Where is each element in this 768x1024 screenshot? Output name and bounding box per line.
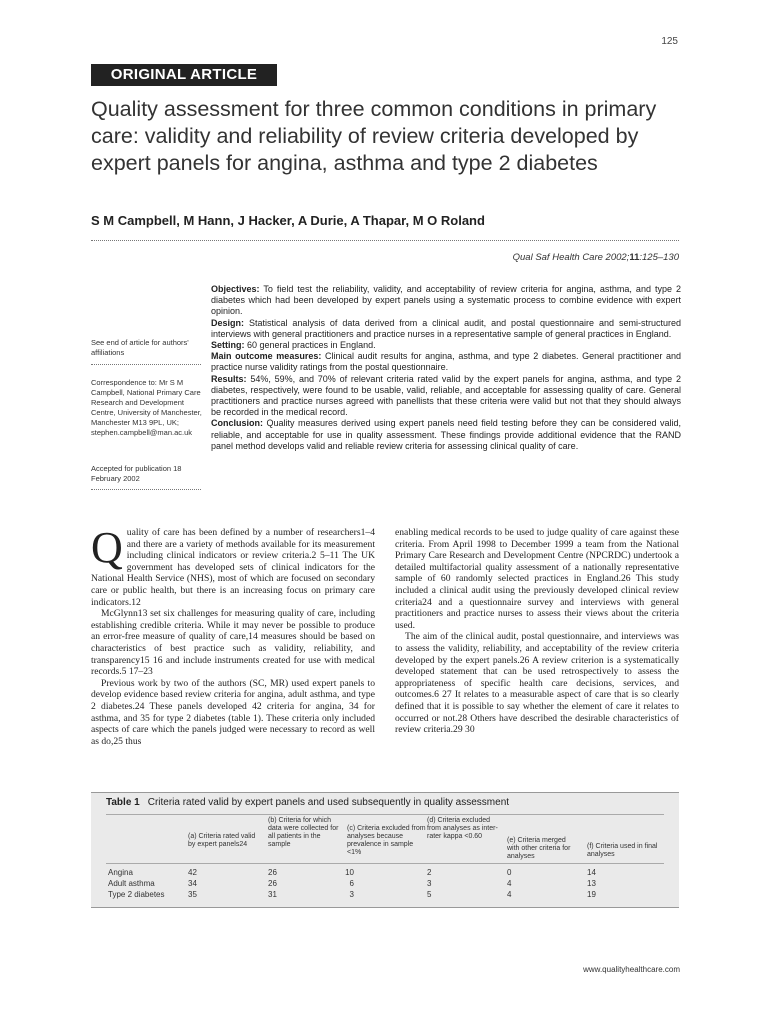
- table-caption: [106, 797, 509, 808]
- table-header-cell: (d) Criteria excluded from analyses as inter-rater kappa <0.60: [427, 817, 498, 840]
- table-cell: 4: [507, 890, 512, 899]
- abstract-label: Setting:: [211, 340, 245, 351]
- journal-pages: :125–130: [639, 252, 679, 263]
- journal-name: Qual Saf Health Care: [512, 252, 603, 263]
- abstract-text: 54%, 59%, and 70% of relevant criteria rated valid by the expert panels for angina, asthma, and type 2 diabetes, respectively, were found to be usable, valid, reliable, and acceptable for assessing quality of care. General practitioners and practice nurses agreed with panellists that these criteria were valid but not that they should always be recorded in the medical record.: [211, 373, 681, 418]
- abstract-label: Conclusion:: [211, 418, 263, 429]
- table-cell: 19: [587, 890, 596, 899]
- journal-citation: [400, 252, 679, 263]
- sidebar-divider: [91, 364, 201, 365]
- abstract: [211, 284, 681, 452]
- table-cell: 0: [507, 868, 512, 877]
- body-paragraph: uality of care has been defined by a number of researchers1–4 and there are a variety of methods available for its measurement including clinical indicators or review criteria.2 5–11 The UK government has developed sets of clinical indicators for the National Health Service (NHS), most of which are focused on secondary care or public health, but there is an increasing focus on primary care indicators.12: [91, 527, 375, 608]
- article-title: Quality assessment for three common conditions in primary care: validity and reliability of review criteria developed by expert panels for angina, asthma and type 2 diabetes: [91, 97, 657, 175]
- abstract-label: Main outcome measures:: [211, 351, 322, 362]
- sidebar-affiliations: See end of article for authors' affiliations: [91, 338, 189, 357]
- abstract-text: Statistical analysis of data derived from a clinical audit, and postal questionnaire and semi-structured interviews with general practitioners and practice nurses in a representative sample of general practices in England.: [211, 317, 681, 339]
- footer-url[interactable]: www.qualityhealthcare.com: [583, 965, 680, 974]
- table-rule: [106, 863, 664, 864]
- table-cell: 6: [349, 879, 354, 888]
- abstract-outcome-measures: [211, 351, 681, 373]
- table-header-cell: (b) Criteria for which data were collected for all patients in the sample: [268, 817, 339, 848]
- table-cell: 42: [188, 868, 197, 877]
- journal-year: 2002;: [605, 252, 630, 263]
- body-column-right: [395, 527, 679, 736]
- abstract-conclusion: [211, 418, 681, 452]
- abstract-label: Design:: [211, 317, 245, 328]
- table-row-label: Angina: [108, 868, 133, 877]
- table-cell: 4: [507, 879, 512, 888]
- table-cell: 2: [427, 868, 432, 877]
- table-cell: 34: [188, 879, 197, 888]
- abstract-text: To field test the reliability, validity, and acceptability of review criteria for angina, asthma, and type 2 diabetes which had been developed by expert panels using a systematic process to combine evidence with expert opinion.: [211, 284, 681, 317]
- abstract-label: Results:: [211, 373, 247, 384]
- body-paragraph: McGlynn13 set six challenges for measuring quality of care, including establishing credible criteria. While it may never be possible to produce an error-free measure of quality of care,14 measures should be based on characteristics of best practice such as validity, reliability, and transparency15 16 and include instruments created for use with medical records.5 17–23: [91, 608, 375, 678]
- table-cell: 14: [587, 868, 596, 877]
- abstract-text: Clinical audit results for angina, asthma, and type 2 diabetes. General practitioner and practice nurse validity ratings from the postal questionnaire.: [211, 351, 682, 373]
- drop-cap: Q: [91, 523, 123, 572]
- abstract-setting: [211, 340, 681, 351]
- table-cell: 10: [345, 868, 354, 877]
- table-cell: 3: [349, 890, 354, 899]
- table-label: Table 1: [106, 797, 140, 808]
- abstract-text: Quality measures derived using expert panels need field testing before they can be considered valid, reliable, and acceptable for use in quality assessment. These findings provide additional evidence that the RAND panel method develops valid and reliable review criteria for assessing clinical quality of care.: [211, 418, 681, 451]
- table-header-cell: (c) Criteria excluded from analyses because prevalence in sample <1%: [347, 825, 426, 856]
- abstract-design: [211, 318, 681, 340]
- table-row-label: Adult asthma: [108, 879, 155, 888]
- table-cell: 31: [268, 890, 277, 899]
- table-cell: 5: [427, 890, 432, 899]
- abstract-text: 60 general practices in England.: [244, 340, 376, 351]
- table-cell: 26: [268, 879, 277, 888]
- sidebar-correspondence: Correspondence to: Mr S M Campbell, National Primary Care Research and Development Centre, University of Manchester, Manchester M13 9PL, UK; stephen.campbell@man.ac.uk: [91, 378, 202, 437]
- body-paragraph: Previous work by two of the authors (SC, MR) used expert panels to develop evidence based review criteria for angina, adult asthma, and type 2 diabetes.24 These panels developed 42 criteria for angina, 34 for asthma, and 35 for type 2 diabetes (table 1). These criteria only included aspects of care which the panels judged were necessary to record as well as do,25 thus: [91, 677, 375, 747]
- page-number: 125: [661, 36, 678, 47]
- table-cell: 35: [188, 890, 197, 899]
- table-cell: 13: [587, 879, 596, 888]
- table-header-cell: (a) Criteria rated valid by expert panels24: [188, 833, 256, 848]
- sidebar-divider: [91, 489, 201, 490]
- title-divider: [91, 240, 679, 241]
- body-paragraph: enabling medical records to be used to judge quality of care against these criteria. From April 1998 to December 1999 a team from the National Primary Care Research and Development Centre (NPCRDC) undertook a detailed multifactorial quality assessment of a nationally representative sample of 60 randomly selected practices in England.26 This study included a clinical audit using the previously developed clinical review criteria24 and a questionnaire survey and interviews with general practitioners and practice nurses to assess their views about the criteria used.: [395, 527, 679, 631]
- article-type-badge: ORIGINAL ARTICLE: [91, 64, 277, 86]
- table-caption-text: Criteria rated valid by expert panels and used subsequently in quality assessment: [147, 797, 510, 808]
- table-header-cell: (f) Criteria used in final analyses: [587, 843, 658, 858]
- table-row-label: Type 2 diabetes: [108, 890, 165, 899]
- sidebar-accepted: Accepted for publication 18 February 2002: [91, 464, 182, 483]
- body-paragraph: The aim of the clinical audit, postal questionnaire, and interviews was to assess the validity, reliability, and acceptability of the review criteria developed by the expert panels.26 A review criterion is a systematically developed statement that can be used retrospectively to assess the appropriateness of specific health care decisions, services, and outcomes.6 27 It relates to a measurable aspect of care that is so clearly defined that it is possible to say whether the element of care it relates to occurred or not.28 Others have described the desirable characteristics of review criteria.29 30: [395, 631, 679, 736]
- abstract-results: [211, 374, 681, 419]
- table-cell: 3: [427, 879, 432, 888]
- body-column-left: [91, 523, 375, 747]
- journal-volume: 11: [629, 252, 640, 263]
- abstract-label: Objectives:: [211, 284, 260, 294]
- table-cell: 26: [268, 868, 277, 877]
- abstract-objectives: [211, 284, 681, 318]
- author-list: S M Campbell, M Hann, J Hacker, A Durie, A Thapar, M O Roland: [91, 213, 485, 228]
- table-header-cell: (e) Criteria merged with other criteria for analyses: [507, 837, 571, 860]
- table-rule: [106, 814, 664, 815]
